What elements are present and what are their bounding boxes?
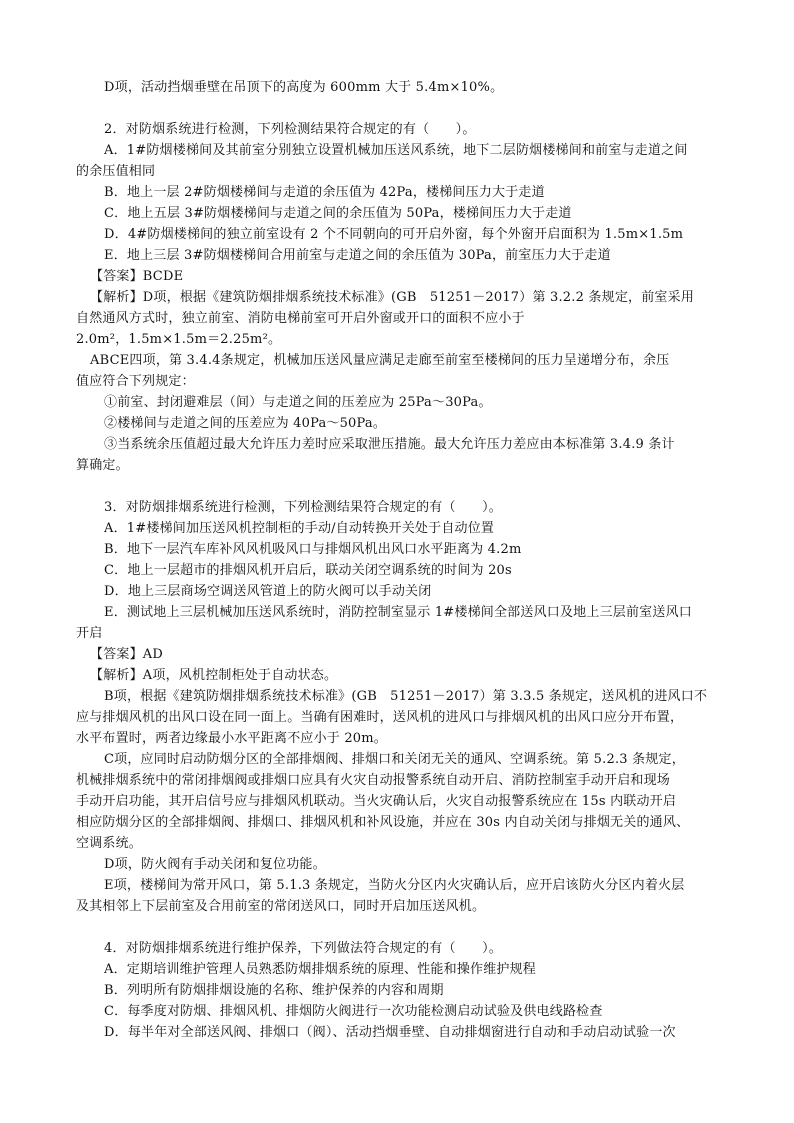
q2-explanation-line: 2.0m²，1.5m×1.5m＝2.25m²。 [76,332,282,347]
q3-explanation-line: 应与排烟风机的出风口设在同一面上。当确有困难时，送风机的进风口与排烟风机的出风口应分开布置， [76,710,684,725]
q3-explanation-line: 机械排烟系统中的常闭排烟阀或排烟口应具有火灾自动报警系统自动开启、消防控制室手动开启和现场 [76,773,671,788]
q3-explanation-line: 水平布置时，两者边缘最小水平距离不应小于 20m。 [76,731,388,746]
q2-explanation-line: 算确定。 [76,458,129,473]
q3-explanation-line: 空调系统。 [76,836,143,851]
q3-option-c: C．地上一层超市的排烟风机开启后，联动关闭空调系统的时间为 20s [104,563,512,578]
q3-explanation-line: 相应防烟分区的全部排烟阀、排烟口、排烟风机和补风设施，并应在 30s 内自动关闭与排烟无关的通风、 [76,815,690,830]
q2-explanation: 【解析】D项，根据《建筑防烟排烟系统技术标准》(GB 51251－2017）第 3.2.2 条规定，前室采用 [90,290,695,305]
q4-option-b: B．列明所有防烟排烟设施的名称、维护保养的内容和周期 [104,983,444,998]
q4-option-d: D．每半年对全部送风阀、排烟口（阀）、活动挡烟垂壁、自动排烟窗进行自动和手动启动试验一次 [104,1025,676,1040]
q2-option-e: E．地上三层 3#防烟楼梯间合用前室与走道之间的余压值为 30Pa，前室压力大于走道 [104,248,611,263]
q3-option-d: D．地上三层商场空调送风管道上的防火阀可以手动关闭 [104,584,432,599]
q3-explanation-line: C项，应同时启动防烟分区的全部排烟阀、排烟口和关闭无关的通风、空调系统。第 5.2.3 条规定， [104,752,685,767]
q2-option-a-cont: 的余压值相同 [76,164,156,179]
q2-answer: 【答案】BCDE [90,269,184,284]
q3-option-a: A．1#楼梯间加压送风机控制柜的手动/自动转换开关处于自动位置 [104,521,495,536]
q3-explanation: 【解析】A项，风机控制柜处于自动状态。 [90,668,338,683]
q2-option-d: D．4#防烟楼梯间的独立前室设有 2 个不同朝向的可开启外窗，每个外窗开启面积为 1.5m×1.5m [104,227,684,242]
q3-explanation-line: 及其相邻上下层前室及合用前室的常闭送风口，同时开启加压送风机。 [76,899,486,914]
q3-option-e: E．测试地上三层机械加压送风系统时，消防控制室显示 1#楼梯间全部送风口及地上三层前室送风口 [104,605,692,620]
q3-explanation-line: E项，楼梯间为常开风口，第 5.1.3 条规定，当防火分区内火灾确认后，应开启该防火分区内着火层 [104,878,685,893]
q4-stem: 4．对防烟排烟系统进行维护保养，下列做法符合规定的有（ ）。 [104,941,502,956]
q3-option-b: B．地下一层汽车库补风风机吸风口与排烟风机出风口水平距离为 4.2m [104,542,522,557]
q2-stem: 2．对防烟系统进行检测，下列检测结果符合规定的有（ ）。 [104,122,476,137]
q2-explanation-item: ③当系统余压值超过最大允许压力差时应采取泄压措施。最大允许压力差应由本标准第 3.4.9 条计 [104,437,675,452]
q3-explanation-line: 手动开启功能，其开启信号应与排烟风机联动。当火灾确认后，火灾自动报警系统应在 15s 内联动开启 [76,794,677,809]
top-note: D项，活动挡烟垂壁在吊顶下的高度为 600mm 大于 5.4m×10%。 [104,80,504,95]
q2-option-b: B．地上一层 2#防烟楼梯间与走道的余压值为 42Pa，楼梯间压力大于走道 [104,185,545,200]
q4-option-c: C．每季度对防烟、排烟风机、排烟防火阀进行一次功能检测启动试验及供电线路检查 [104,1004,603,1019]
q2-explanation-line: ABCE四项，第 3.4.4条规定，机械加压送风量应满足走廊至前室至楼梯间的压力呈递增分布，余压 [90,353,670,368]
q2-option-c: C．地上五层 3#防烟楼梯间与走道之间的余压值为 50Pa，楼梯间压力大于走道 [104,206,572,221]
q4-option-a: A．定期培训维护管理人员熟悉防烟排烟系统的原理、性能和操作维护规程 [104,962,536,977]
q2-explanation-line: 自然通风方式时，独立前室、消防电梯前室可开启外窗或开口的面积不应小于 [76,311,525,326]
q3-stem: 3．对防烟排烟系统进行检测，下列检测结果符合规定的有（ ）。 [104,500,502,515]
q3-explanation-line: B项，根据《建筑防烟排烟系统技术标准》(GB 51251－2017）第 3.3.5 条规定，送风机的进风口不 [104,689,708,704]
q2-explanation-line: 值应符合下列规定： [76,374,195,389]
q3-answer: 【答案】AD [90,647,164,662]
q3-explanation-line: D项，防火阀有手动关闭和复位功能。 [104,857,326,872]
q2-explanation-item: ②楼梯间与走道之间的压差应为 40Pa～50Pa。 [104,416,387,431]
q2-option-a: A．1#防烟楼梯间及其前室分别独立设置机械加压送风系统，地下二层防烟楼梯间和前室与走道之间 [104,143,688,158]
q2-explanation-item: ①前室、封闭避难层（间）与走道之间的压差应为 25Pa～30Pa。 [104,395,492,410]
q3-option-e-cont: 开启 [76,626,103,641]
